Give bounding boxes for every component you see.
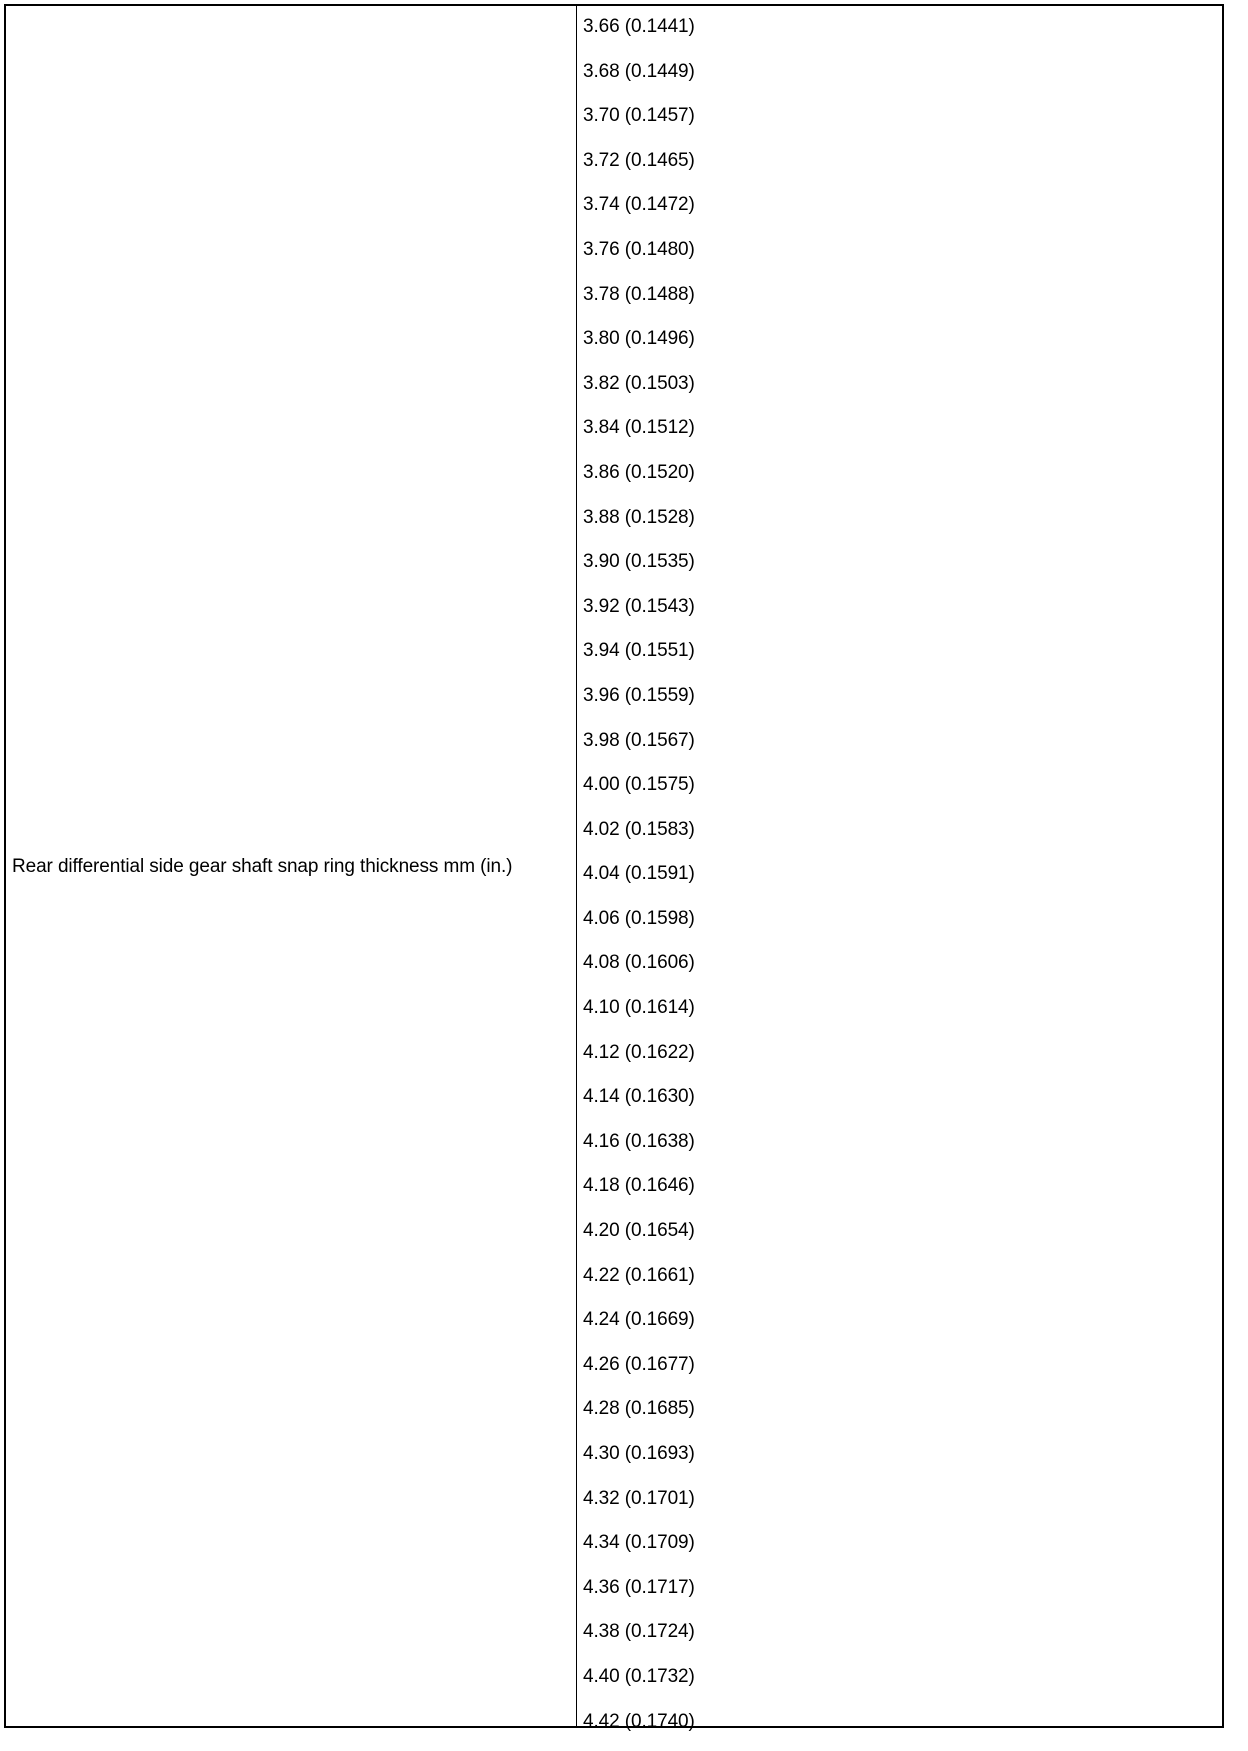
value-row: 4.18 (0.1646) [583,1175,695,1197]
spec-values-cell [577,6,1222,1732]
value-row: 3.66 (0.1441) [583,16,695,37]
value-row: 3.98 (0.1567) [583,729,695,751]
value-row: 4.30 (0.1693) [583,1443,695,1464]
value-row: 4.20 (0.1654) [583,1220,695,1242]
value-row: 3.68 (0.1449) [583,60,695,82]
value-row: 4.02 (0.1583) [583,818,695,840]
value-row: 4.04 (0.1591) [583,863,695,885]
value-row: 4.22 (0.1661) [583,1264,695,1286]
value-row: 4.42 (0.1740) [583,1710,695,1732]
value-row: 4.32 (0.1701) [583,1487,695,1509]
value-row: 3.78 (0.1488) [583,283,695,305]
spec-table [4,4,1224,1732]
value-row: 3.74 (0.1472) [583,194,695,216]
spec-label-cell [6,6,577,1726]
value-row: 4.28 (0.1685) [583,1398,695,1420]
value-row: 4.08 (0.1606) [583,952,695,974]
value-row: 4.38 (0.1724) [583,1621,695,1643]
value-row: 4.26 (0.1677) [583,1353,695,1375]
value-row: 3.94 (0.1551) [583,640,695,662]
value-row: 4.16 (0.1638) [583,1130,695,1152]
value-row: 3.70 (0.1457) [583,105,695,127]
value-row: 3.96 (0.1559) [583,684,695,706]
value-row: 3.76 (0.1480) [583,238,695,260]
value-row: 4.10 (0.1614) [583,997,695,1019]
value-row: 3.90 (0.1535) [583,551,695,573]
value-row: 4.12 (0.1622) [583,1041,695,1063]
value-row: 4.00 (0.1575) [583,774,695,796]
value-row: 4.14 (0.1630) [583,1086,695,1108]
value-row: 4.36 (0.1717) [583,1576,695,1598]
value-row: 3.88 (0.1528) [583,506,695,528]
value-row: 4.06 (0.1598) [583,907,695,929]
value-row: 3.82 (0.1503) [583,372,695,394]
value-row: 3.84 (0.1512) [583,417,695,439]
value-row: 3.72 (0.1465) [583,149,695,171]
value-row: 4.40 (0.1732) [583,1665,695,1687]
value-row: 4.24 (0.1669) [583,1309,695,1331]
spec-label: Rear differential side gear shaft snap ring thickness mm (in.) [12,856,513,877]
value-row: 3.80 (0.1496) [583,328,695,350]
value-row: 3.86 (0.1520) [583,461,695,483]
value-row: 4.34 (0.1709) [583,1532,695,1554]
value-row: 3.92 (0.1543) [583,595,695,617]
